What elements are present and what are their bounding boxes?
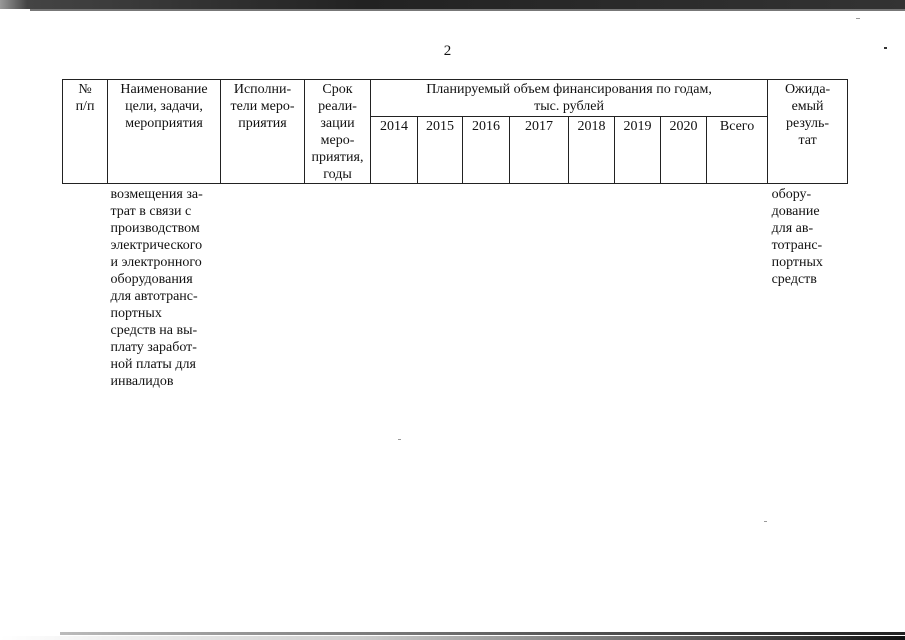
page-number: 2: [443, 43, 452, 59]
header-executors: Исполни- тели меро- приятия: [221, 80, 305, 184]
cell-num: [63, 184, 108, 391]
header-year: 2017: [510, 117, 569, 184]
header-term: Срок реали- зации меро- приятия, годы: [305, 80, 371, 184]
cell-2017: [510, 184, 569, 391]
cell-result: обору- дование для ав- тотранс- портных средств: [771, 187, 823, 287]
header-financing: Планируемый объем финансирования по годам, тыс. рублей: [371, 80, 768, 117]
cell-executors: [221, 184, 305, 391]
header-total: Всего: [707, 117, 768, 184]
cell-2019: [615, 184, 661, 391]
scan-bottom-line: [60, 632, 905, 635]
header-year: 2018: [569, 117, 615, 184]
cell-2020: [661, 184, 707, 391]
scan-top-edge: [0, 0, 905, 9]
header-name: Наименование цели, задачи, мероприятия: [108, 80, 221, 184]
scan-speck: [398, 439, 401, 440]
header-year: 2016: [463, 117, 510, 184]
scan-bottom-edge: [0, 636, 905, 640]
cell-total: [707, 184, 768, 391]
header-row: [63, 80, 848, 117]
cell-2018: [569, 184, 615, 391]
cell-2014: [371, 184, 418, 391]
cell-2015: [418, 184, 463, 391]
header-result: Ожида- емый резуль- тат: [768, 80, 848, 184]
header-year: 2019: [615, 117, 661, 184]
scan-speck: [764, 521, 767, 522]
scan-speck: [856, 18, 860, 19]
cell-name: возмещения за- трат в связи с производством электрического и электронного оборудования для автотранс- портных средств на вы- плату заработ- ной платы для инвалидов: [110, 187, 203, 389]
header-year: 2015: [418, 117, 463, 184]
cell-2016: [463, 184, 510, 391]
header-year: 2014: [371, 117, 418, 184]
header-num: № п/п: [63, 80, 108, 184]
cell-term: [305, 184, 371, 391]
table-row: [63, 184, 848, 391]
scan-top-line: [30, 9, 905, 11]
header-year: 2020: [661, 117, 707, 184]
financing-table: [62, 79, 848, 390]
